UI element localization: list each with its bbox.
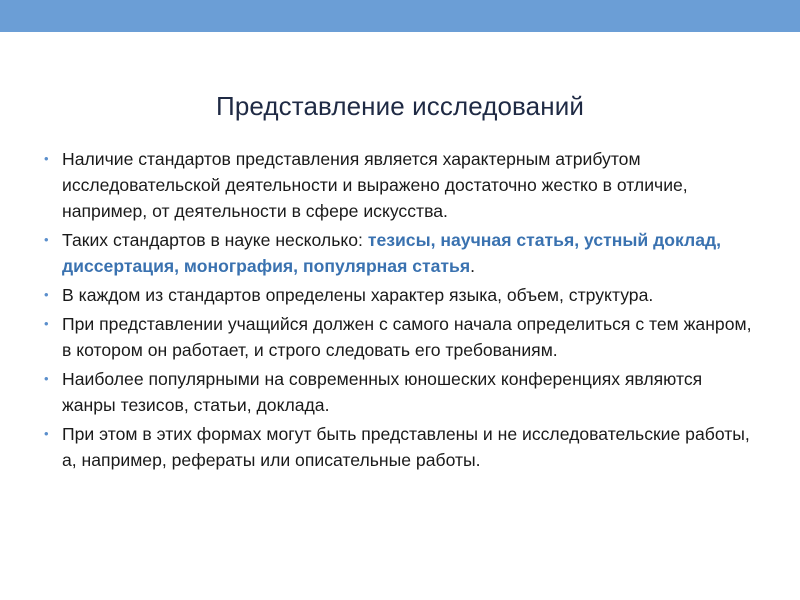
bullet-item	[44, 227, 759, 279]
bullet-text: Наиболее популярными на современных юношеских конференциях являются жанры тезисов, статьи, доклада.	[62, 369, 703, 415]
bullet-item	[44, 311, 759, 363]
bullet-list	[44, 146, 759, 476]
bullet-point-icon: •	[44, 316, 49, 331]
bullet-text: В каждом из стандартов определены характер языка, объем, структура.	[62, 285, 654, 305]
bullet-item	[44, 282, 759, 308]
bullet-point-icon: •	[44, 232, 49, 247]
bullet-text: Наличие стандартов представления является характерным атрибутом исследовательской деятельности и выражено достаточно жестко в отличие, например, от деятельности в сфере искусства.	[62, 149, 688, 221]
bullet-item	[44, 146, 759, 224]
bullet-point-icon: •	[44, 426, 49, 441]
bullet-text-prefix: Таких стандартов в науке несколько:	[62, 230, 368, 250]
bullet-text-suffix: .	[470, 256, 476, 276]
bullet-point-icon: •	[44, 371, 49, 386]
bullet-item	[44, 421, 759, 473]
bullet-text: При этом в этих формах могут быть представлены и не исследовательские работы, а, например, рефераты или описательные работы.	[62, 424, 750, 470]
bullet-point-icon: •	[44, 287, 49, 302]
top-accent-bar	[0, 0, 800, 32]
bullet-text: При представлении учащийся должен с самого начала определиться с тем жанром, в котором он работает, и строго следовать его требованиям.	[62, 314, 752, 360]
bullet-point-icon: •	[44, 151, 49, 166]
bullet-text-highlight: тезисы, научная статья, устный доклад, диссертация, монография, популярная статья	[62, 230, 722, 276]
slide-title: Представление исследований	[216, 91, 584, 122]
bullet-item	[44, 366, 759, 418]
